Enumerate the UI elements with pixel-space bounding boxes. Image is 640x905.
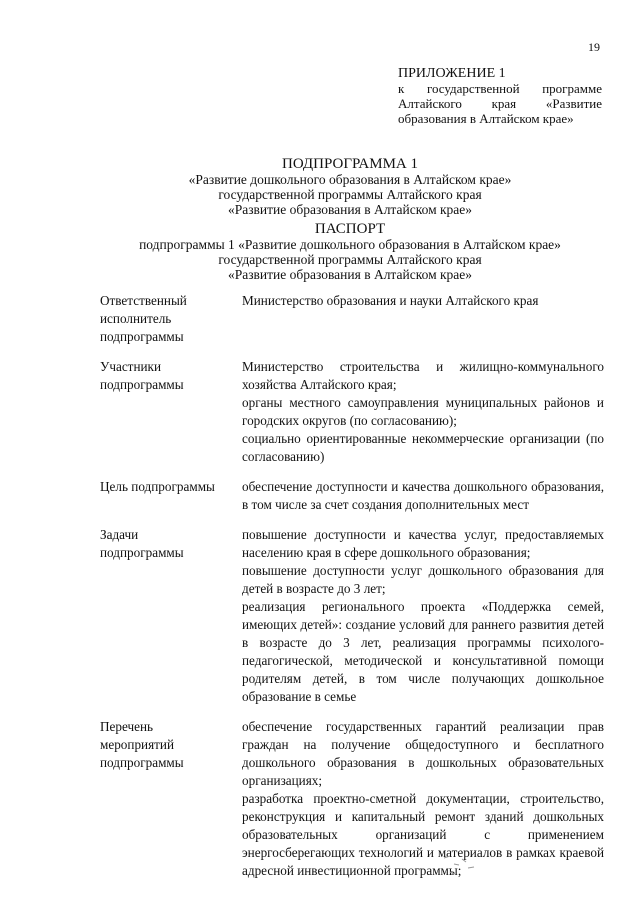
passport-heading: ПАСПОРТ <box>314 221 386 237</box>
table-row-responsible <box>100 292 604 346</box>
row-value-text: разработка проектно-сметной документации, строительство, реконструкция и капитальный ремонт зданий дошкольных образовательных организаций с применением энергосберегающих технологий и материалов в рамках краевой адресной инвестиционной программы; <box>242 791 604 878</box>
subprogram-line: государственной программы Алтайского края <box>218 187 482 202</box>
appendix-text: к государственной программе Алтайского края «Развитие образования в Алтайском крае» <box>398 81 602 126</box>
row-label-goal: Цель подпрограммы <box>100 479 215 494</box>
row-value-text: Министерство строительства и жилищно-коммунального хозяйства Алтайского края; <box>242 359 604 392</box>
passport-line: «Развитие образования в Алтайском крае» <box>227 267 473 282</box>
table-row-actions <box>100 718 604 880</box>
row-value-text: повышение доступности и качества услуг, предоставляемых населению края в сфере дошкольного образования; <box>242 527 604 560</box>
row-label-actions: Перечень мероприятий подпрограммы <box>100 719 184 770</box>
row-value-actions <box>242 718 604 880</box>
row-value-text: обеспечение государственных гарантий реализации прав граждан на получение общедоступного и бесплатного дошкольного образования в дошкольных образовательных организациях; <box>242 719 604 788</box>
row-value-text: органы местного самоуправления муниципальных районов и городских округов (по согласованию); <box>242 395 604 428</box>
passport-line: государственной программы Алтайского края <box>218 252 482 267</box>
subprogram-heading: ПОДПРОГРАММА 1 <box>281 156 419 172</box>
appendix-title: ПРИЛОЖЕНИЕ 1 <box>398 66 506 81</box>
passport-title-block <box>70 222 630 282</box>
row-value-text: повышение доступности услуг дошкольного образования для детей в возрасте до 3 лет; <box>242 563 604 596</box>
passport-line: подпрограммы 1 «Развитие дошкольного образования в Алтайском крае» <box>139 237 561 252</box>
row-value-goal <box>242 478 604 514</box>
subprogram-line: «Развитие дошкольного образования в Алтайском крае» <box>188 172 512 187</box>
page-number: 19 <box>588 40 600 54</box>
row-value-participants <box>242 358 604 466</box>
row-value-responsible <box>242 292 604 346</box>
row-label-tasks: Задачи подпрограммы <box>100 527 184 560</box>
subprogram-title-block <box>70 157 630 217</box>
row-value-text: Министерство образования и науки Алтайского края <box>242 293 539 308</box>
table-row-participants <box>100 358 604 466</box>
row-label-participants: Участники подпрограммы <box>100 359 184 392</box>
table-row-tasks <box>100 526 604 706</box>
subprogram-line: «Развитие образования в Алтайском крае» <box>227 202 473 217</box>
row-value-text: обеспечение доступности и качества дошкольного образования, в том числе за счет создания дополнительных мест <box>242 479 604 512</box>
row-value-text: социально ориентированные некоммерческие организации (по согласованию) <box>242 431 604 464</box>
scan-mark-icon <box>440 850 490 880</box>
row-value-text: реализация регионального проекта «Поддержка семей, имеющих детей»: создание условий для раннего развития детей в возрасте до 3 лет, реализация программы психолого-педагогической, методической и консультативной помощи родителям детей, в том числе получающих дошкольное образование в семье <box>242 599 604 704</box>
appendix-block <box>398 66 602 126</box>
row-value-tasks <box>242 526 604 706</box>
row-label-responsible: Ответственный исполнитель подпрограммы <box>100 293 187 344</box>
passport-table <box>100 292 604 880</box>
table-row-goal <box>100 478 604 514</box>
